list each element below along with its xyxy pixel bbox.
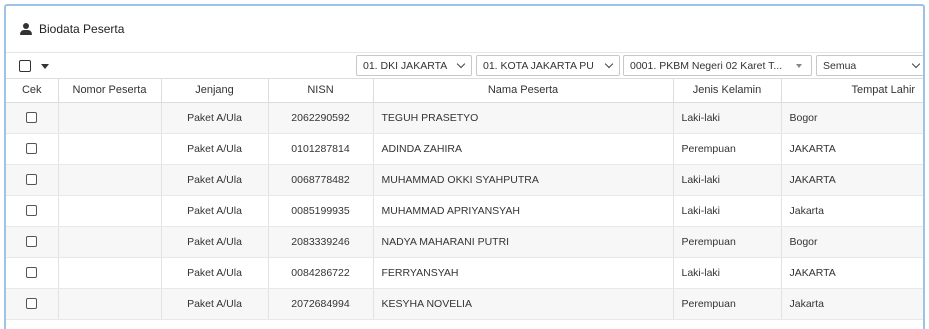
tempat-lahir-cell: Bogor — [781, 102, 925, 133]
biodata-panel — [4, 4, 925, 329]
row-check-cell[interactable] — [6, 257, 58, 288]
nisn-cell: 2062290592 — [268, 102, 373, 133]
chevron-down-icon — [605, 60, 613, 68]
status-select-value: Semua — [823, 59, 857, 72]
nisn-cell: 2072684994 — [268, 288, 373, 319]
table-row[interactable] — [6, 257, 925, 288]
nomor-peserta-cell — [58, 257, 161, 288]
jenjang-cell: Paket A/Ula — [161, 288, 268, 319]
sekolah-select[interactable] — [623, 55, 812, 76]
user-icon — [20, 23, 32, 35]
tempat-lahir-cell: JAKARTA — [781, 257, 925, 288]
jenis-kelamin-cell: Laki-laki — [673, 195, 781, 226]
jenis-kelamin-cell: Laki-laki — [673, 164, 781, 195]
row-checkbox[interactable] — [26, 298, 37, 309]
table-row[interactable] — [6, 102, 925, 133]
caret-down-icon[interactable] — [41, 64, 49, 69]
nama-peserta-cell: FERRYANSYAH — [373, 257, 673, 288]
nisn-cell: 2083339246 — [268, 226, 373, 257]
row-checkbox[interactable] — [26, 143, 37, 154]
status-select[interactable] — [816, 55, 925, 76]
toolbar — [6, 53, 923, 79]
provinsi-select-value: 01. DKI JAKARTA — [363, 59, 448, 72]
tempat-lahir-cell: Jakarta — [781, 195, 925, 226]
row-check-cell[interactable] — [6, 288, 58, 319]
column-header-jenis-kelamin[interactable]: Jenis Kelamin — [673, 79, 781, 102]
jenis-kelamin-cell: Laki-laki — [673, 102, 781, 133]
nomor-peserta-cell — [58, 102, 161, 133]
nisn-cell: 0084286722 — [268, 257, 373, 288]
nomor-peserta-cell — [58, 288, 161, 319]
row-checkbox[interactable] — [26, 112, 37, 123]
jenis-kelamin-cell: Perempuan — [673, 288, 781, 319]
tempat-lahir-cell: Jakarta — [781, 288, 925, 319]
peserta-table — [6, 79, 925, 320]
kota-select-value: 01. KOTA JAKARTA PU — [483, 59, 594, 72]
row-checkbox[interactable] — [26, 205, 37, 216]
select-all-checkbox[interactable] — [19, 60, 31, 72]
table-header-row — [6, 79, 925, 102]
table-row[interactable] — [6, 226, 925, 257]
nisn-cell: 0101287814 — [268, 133, 373, 164]
row-check-cell[interactable] — [6, 102, 58, 133]
row-check-cell[interactable] — [6, 133, 58, 164]
row-checkbox[interactable] — [26, 174, 37, 185]
provinsi-select[interactable] — [356, 55, 472, 76]
nama-peserta-cell: MUHAMMAD APRIYANSYAH — [373, 195, 673, 226]
column-header-cek[interactable]: Cek — [6, 79, 58, 102]
table-row[interactable] — [6, 288, 925, 319]
panel-title: Biodata Peserta — [39, 22, 125, 36]
table-row[interactable] — [6, 164, 925, 195]
row-check-cell[interactable] — [6, 164, 58, 195]
jenjang-cell: Paket A/Ula — [161, 164, 268, 195]
tempat-lahir-cell: Bogor — [781, 226, 925, 257]
column-header-nisn[interactable]: NISN — [268, 79, 373, 102]
jenis-kelamin-cell: Laki-laki — [673, 257, 781, 288]
caret-down-icon — [796, 64, 802, 68]
jenjang-cell: Paket A/Ula — [161, 133, 268, 164]
nomor-peserta-cell — [58, 133, 161, 164]
row-checkbox[interactable] — [26, 236, 37, 247]
kota-select[interactable] — [476, 55, 620, 76]
nama-peserta-cell: MUHAMMAD OKKI SYAHPUTRA — [373, 164, 673, 195]
jenjang-cell: Paket A/Ula — [161, 102, 268, 133]
nomor-peserta-cell — [58, 195, 161, 226]
nama-peserta-cell: TEGUH PRASETYO — [373, 102, 673, 133]
jenjang-cell: Paket A/Ula — [161, 226, 268, 257]
column-header-tempat-lahir[interactable]: Tempat Lahir — [781, 79, 925, 102]
jenis-kelamin-cell: Perempuan — [673, 226, 781, 257]
nama-peserta-cell: KESYHA NOVELIA — [373, 288, 673, 319]
nomor-peserta-cell — [58, 226, 161, 257]
panel-header — [6, 6, 923, 53]
jenjang-cell: Paket A/Ula — [161, 195, 268, 226]
jenis-kelamin-cell: Perempuan — [673, 133, 781, 164]
table-row[interactable] — [6, 195, 925, 226]
chevron-down-icon — [457, 60, 465, 68]
nisn-cell: 0068778482 — [268, 164, 373, 195]
column-header-nama-peserta[interactable]: Nama Peserta — [373, 79, 673, 102]
row-check-cell[interactable] — [6, 195, 58, 226]
row-check-cell[interactable] — [6, 226, 58, 257]
table-row[interactable] — [6, 133, 925, 164]
nama-peserta-cell: NADYA MAHARANI PUTRI — [373, 226, 673, 257]
column-header-nomor-peserta[interactable]: Nomor Peserta — [58, 79, 161, 102]
nama-peserta-cell: ADINDA ZAHIRA — [373, 133, 673, 164]
tempat-lahir-cell: JAKARTA — [781, 133, 925, 164]
nomor-peserta-cell — [58, 164, 161, 195]
nisn-cell: 0085199935 — [268, 195, 373, 226]
sekolah-select-value: 0001. PKBM Negeri 02 Karet T... — [630, 59, 783, 72]
column-header-jenjang[interactable]: Jenjang — [161, 79, 268, 102]
jenjang-cell: Paket A/Ula — [161, 257, 268, 288]
tempat-lahir-cell: JAKARTA — [781, 164, 925, 195]
chevron-down-icon — [912, 60, 920, 68]
row-checkbox[interactable] — [26, 267, 37, 278]
